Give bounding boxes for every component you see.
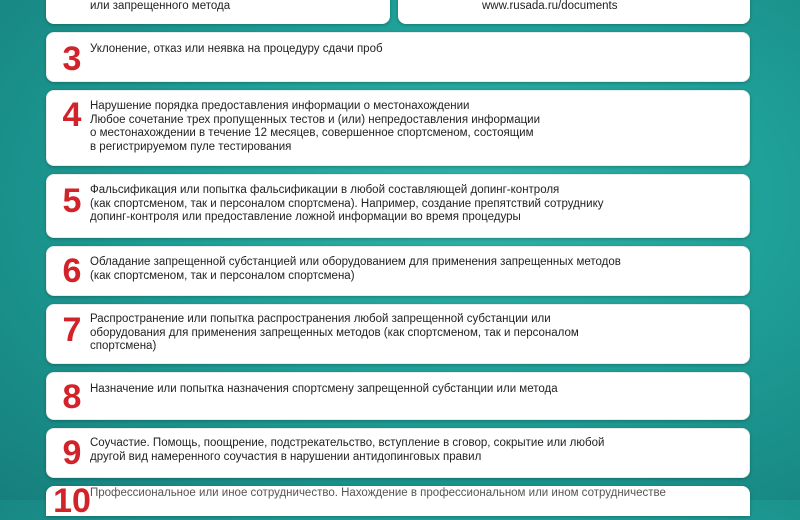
violation-number: 10	[53, 482, 91, 520]
violation-number: 5	[62, 182, 82, 220]
violation-card-8	[46, 372, 750, 420]
violation-number: 7	[62, 311, 82, 349]
top-left-card	[46, 0, 390, 24]
violation-card-4	[46, 90, 750, 166]
violation-text: Уклонение, отказ или неявка на процедуру сдачи проб	[90, 43, 383, 55]
violation-card-9	[46, 428, 750, 478]
violation-card-7	[46, 304, 750, 364]
violation-text: Распространение или попытка распространения любой запрещенной субстанции или оборудования для применения запрещенных методов (как спортсменом, так и персоналом спортсмена)	[90, 313, 579, 352]
violation-text: Назначение или попытка назначения спортсмену запрещенной субстанции или метода	[90, 383, 558, 395]
violation-text: Нарушение порядка предоставления информации о местонахождении Любое сочетание трех пропущенных тестов и (или) непредоставления информации о местонахождении в течение 12 месяцев, совершенное спортсменом, состоящим в регистрируемом пуле тестирования	[90, 100, 541, 153]
violation-text: Фальсификация или попытка фальсификации в любой составляющей допинг-контроля (как спортсменом, так и персоналом спортсмена). Например, создание препятствий сотруднику допинг-контроля или предоставление ложной информации во время процедуры	[90, 184, 604, 223]
violation-number: 9	[62, 434, 82, 472]
violation-text: Соучастие. Помощь, поощрение, подстрекательство, вступление в сговор, сокрытие или любой другой вид намеренного соучастия в нарушении антидопинговых правил	[90, 437, 605, 463]
violation-text: Профессиональное или иное сотрудничество. Нахождение в профессиональном или ином сотрудничестве	[90, 487, 666, 499]
top-left-text: или запрещенного метода	[90, 0, 231, 12]
documents-url[interactable]: www.rusada.ru/documents	[482, 0, 618, 12]
violation-number: 3	[62, 40, 82, 78]
top-right-card	[398, 0, 750, 24]
violation-card-3	[46, 32, 750, 82]
violation-number: 6	[62, 252, 82, 290]
violation-number: 4	[62, 96, 82, 134]
violation-card-5	[46, 174, 750, 238]
violation-number: 8	[62, 378, 82, 416]
violation-card-10	[46, 482, 750, 520]
violation-card-6	[46, 246, 750, 296]
violation-text: Обладание запрещенной субстанцией или оборудованием для применения запрещенных методов (как спортсменом, так и персоналом спортсмена)	[90, 256, 621, 282]
